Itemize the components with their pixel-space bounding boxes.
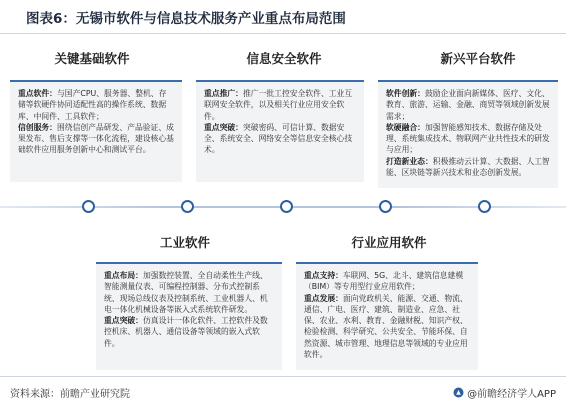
line-label: 重点突破： (204, 122, 243, 132)
line-label: 软件创新： (386, 89, 425, 98)
card-line (204, 88, 356, 122)
timeline-node-industrial (181, 200, 194, 213)
line-text: 积极推动云计算、大数据、人工智能、区块链等新兴技术和业态创新发展。 (386, 156, 550, 178)
card-emerging-platform-software (378, 80, 558, 188)
line-text: 推广一批工控安全软件、工业互联网安全软件，以及相关行业应用安全软件。 (204, 89, 353, 121)
line-label: 重点支持： (304, 271, 343, 280)
card-line (304, 293, 470, 361)
timeline-node-info-security (280, 200, 293, 213)
line-label: 重点软件： (18, 89, 57, 98)
card-line (386, 88, 550, 122)
brand-text: @前瞻经济学人APP (467, 389, 556, 400)
line-label: 重点突破： (104, 316, 143, 326)
timeline-node-emerging-platform (478, 200, 491, 213)
card-line (204, 122, 356, 156)
card-line (104, 315, 274, 349)
brand-logo-icon (453, 387, 464, 398)
page-title: 图表6：无锡市软件与信息技术服务产业重点布局范围 (26, 11, 346, 27)
line-label: 重点发展： (304, 293, 343, 303)
line-text: 突破密码、可信计算、数据安全、系统安全、网络安全等信息安全核心技术。 (204, 122, 353, 155)
heading-info-security-software: 信息安全软件 (246, 51, 322, 66)
line-label: 信创服务： (18, 122, 57, 132)
heading-industry-application-software: 行业应用软件 (351, 235, 427, 250)
heading-industrial-software: 工业软件 (159, 235, 210, 250)
heading-emerging-platform-software: 新兴平台软件 (440, 51, 516, 66)
card-line (386, 122, 550, 156)
timeline-node-industry-app (379, 200, 392, 213)
card-line (18, 88, 174, 122)
line-label: 重点布局： (104, 271, 143, 280)
brand-credit (453, 385, 556, 400)
card-line (386, 156, 550, 179)
footer-divider (0, 376, 566, 377)
line-text: 鼓励企业面向新媒体、医疗、文化、教育、旅游、运输、金融、商贸等领域创新发展需求； (386, 89, 550, 121)
card-industry-application-software (296, 262, 478, 370)
card-key-basic-software (10, 80, 182, 182)
title-divider (0, 33, 566, 34)
heading-key-basic-software: 关键基础软件 (54, 51, 130, 66)
timeline (0, 196, 566, 218)
line-text: 加强智能感知技术、数据存储及处理、系统集成技术、物联网产业共性技术的研发与应用； (386, 122, 550, 155)
line-label: 软硬融合： (386, 122, 425, 132)
card-line (104, 270, 274, 315)
line-text: 面向党政机关、能源、交通、物流、通信、广电、医疗、建筑、制造业、应急、社保、农业、水利、教育、金融财税、知识产权、检验检测、科学研究、公共安全、节能环保、自然资源、城市管理、地理信息等领域的专业应用软件。 (304, 293, 468, 360)
card-industrial-software (96, 262, 282, 370)
source-note: 资料来源：前瞻产业研究院 (10, 389, 130, 400)
line-text: 围绕信创产品研发、产品验证、成果发布、售后支撑等一体化流程，建设核心基础软件应用服务创新中心和测试平台。 (18, 122, 174, 155)
card-line (304, 270, 470, 293)
timeline-node-key-basic (82, 200, 95, 213)
line-text: 车联网、5G、北斗、建筑信息建模（BIM）等专用型行业应用软件； (304, 271, 464, 292)
line-label: 重点推广： (204, 89, 243, 98)
line-text: 与国产CPU、服务器、整机、存储等软硬件协同适配性高的操作系统、数据库、中间件、工具软件； (18, 89, 167, 121)
line-text: 加强数控装置、全自动柔性生产线、智能测量仪表、可编程控制器、分布式控制系统、现场总线仪表及控制系统、工业机器人、机电一体化机械设备等嵌入式系统软件研发。 (104, 271, 268, 314)
line-label: 打造新业态： (386, 156, 433, 166)
card-line (18, 122, 174, 156)
line-text: 仿真设计一体化软件、工控软件及数控机床、机器人、通信设备等领域的嵌入式软件。 (104, 316, 268, 348)
card-info-security-software (196, 80, 364, 182)
